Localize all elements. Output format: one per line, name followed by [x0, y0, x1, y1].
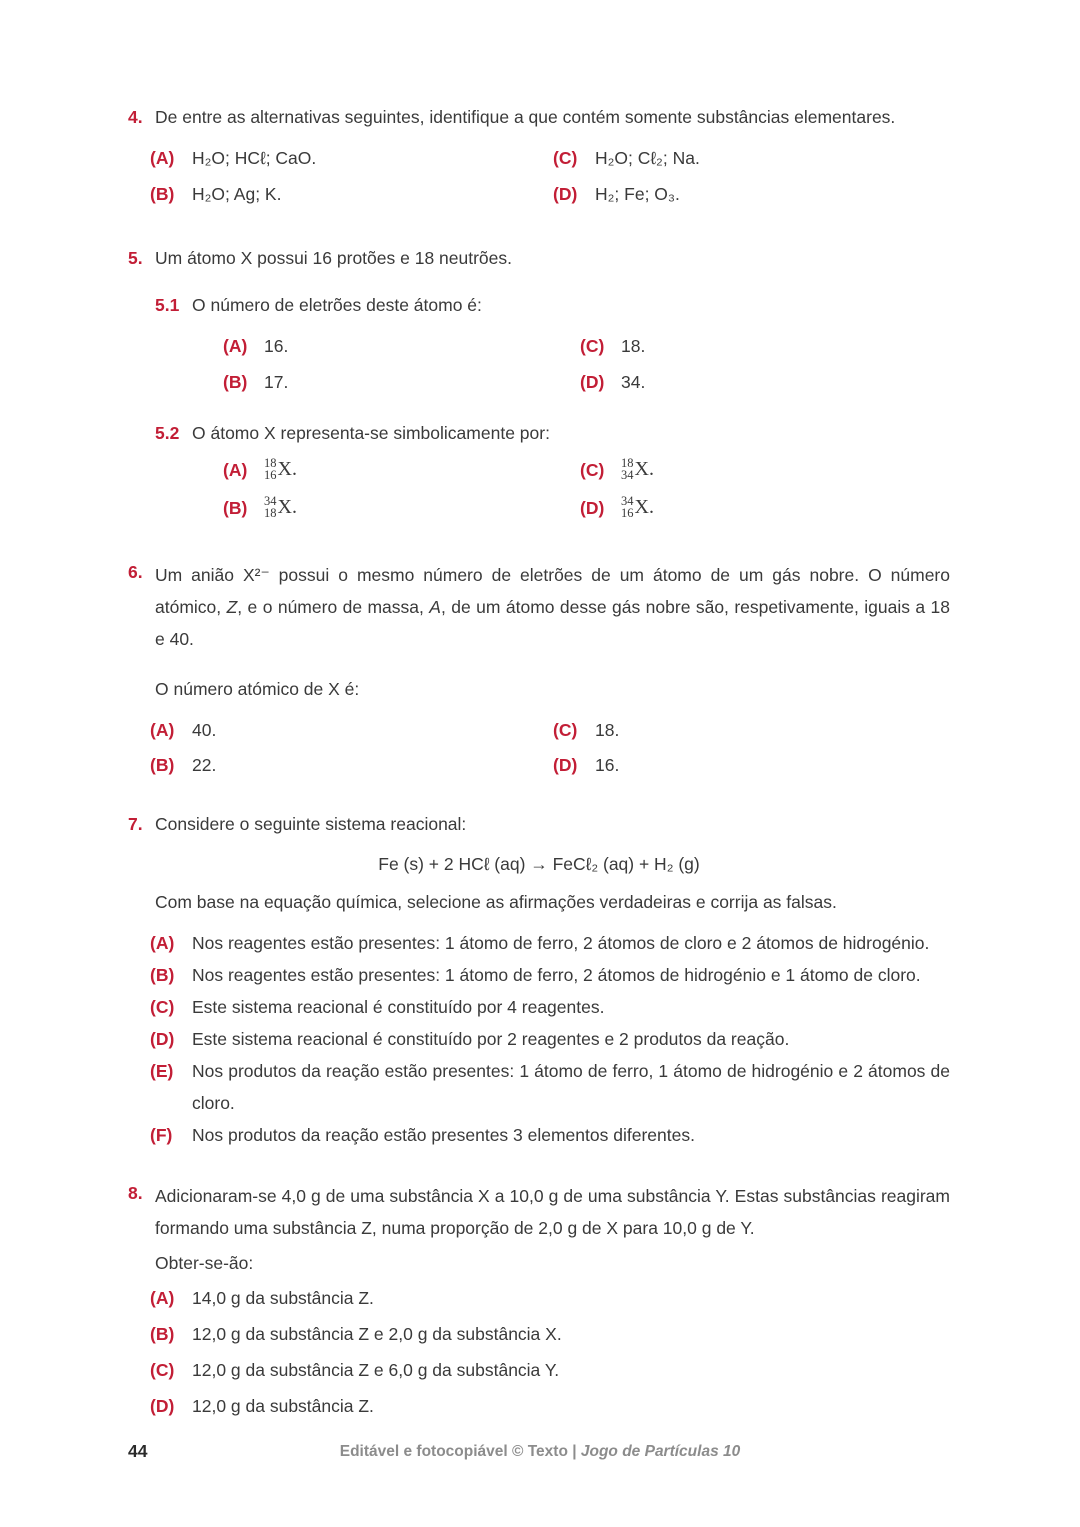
option-text: Nos produtos da reação estão presentes: 1 átomo de ferro, 1 átomo de hidrogénio e 2 átomos de cloro.: [192, 1061, 950, 1113]
mass-number: 34: [264, 494, 277, 508]
option-text: 18.: [621, 336, 646, 356]
isotope-notation: [621, 455, 654, 483]
page-footer: [0, 1441, 1080, 1463]
question-5-2: [155, 420, 950, 522]
q7-option-b: [150, 959, 950, 991]
option-label: (D): [553, 755, 578, 775]
question-number: 6.: [128, 562, 143, 582]
q8-option-c: [150, 1357, 950, 1384]
isotope-notation: [264, 455, 297, 483]
option-label: (B): [223, 498, 248, 518]
question-7-options: [150, 927, 950, 1151]
option-text: Este sistema reacional é constituído por 2 reagentes e 2 produtos da reação.: [192, 1029, 790, 1049]
question-8-options: [150, 1285, 950, 1420]
option-label: (C): [580, 336, 605, 356]
option-label: (D): [580, 372, 605, 392]
question-number: 7.: [128, 814, 143, 834]
option-text: 12,0 g da substância Z e 6,0 g da substância Y.: [192, 1360, 560, 1380]
page-number: 44: [128, 1441, 148, 1461]
question-4: [128, 104, 950, 208]
question-5-stem: [128, 245, 950, 271]
question-number: 8.: [128, 1183, 143, 1203]
question-8: [128, 1180, 950, 1420]
mass-number: 34: [621, 494, 634, 508]
question-6-prompt: O número atómico de X é:: [155, 679, 360, 699]
option-label: (A): [150, 933, 175, 953]
isotope-numbers: [621, 457, 634, 481]
atomic-number: 34: [621, 468, 634, 482]
option-text: 17.: [264, 372, 289, 392]
option-text: H₂O; Cℓ₂; Na.: [595, 148, 700, 168]
subquestion-number: 5.2: [155, 423, 180, 443]
q5-2-option-b: [223, 494, 580, 522]
q5-1-option-a: [223, 333, 580, 360]
question-5-1: [155, 292, 950, 396]
element-symbol: X.: [634, 458, 654, 480]
option-label: (E): [150, 1061, 174, 1081]
mass-number: 18: [621, 456, 634, 470]
option-label: (B): [223, 372, 248, 392]
isotope-numbers: [621, 495, 634, 519]
question-text-part: , de um átomo desse gás nobre são, respetivamente, iguais a 18 e 40.: [155, 597, 951, 649]
option-label: (A): [223, 460, 248, 480]
q5-1-option-c: [580, 333, 645, 360]
atomic-number: 16: [264, 468, 277, 482]
option-label: (A): [150, 148, 175, 168]
option-label: (D): [580, 498, 605, 518]
option-text: Este sistema reacional é constituído por 4 reagentes.: [192, 997, 605, 1017]
question-7-instruction: Com base na equação química, selecione as afirmações verdadeiras e corrija as falsas.: [155, 892, 837, 912]
q7-option-d: [150, 1023, 950, 1055]
q5-2-option-c: [580, 456, 654, 484]
isotope-notation: [621, 493, 654, 521]
question-text-part: Um anião X²⁻ possui o mesmo número de eletrões de um átomo de um gás nobre. O número atómico,: [155, 565, 950, 617]
option-label: (A): [150, 720, 175, 740]
option-text: Nos reagentes estão presentes: 1 átomo de ferro, 2 átomos de cloro e 2 átomos de hidrogénio.: [192, 933, 930, 953]
subquestion-text: O átomo X representa-se simbolicamente por:: [192, 423, 550, 443]
question-4-stem: [128, 104, 950, 130]
question-8-prompt: Obter-se-ão:: [155, 1253, 254, 1273]
question-text: De entre as alternativas seguintes, identifique a que contém somente substâncias elementares.: [155, 107, 896, 127]
option-text: 14,0 g da substância Z.: [192, 1288, 374, 1308]
question-text-part: , e o número de massa,: [237, 597, 430, 617]
option-text: Nos produtos da reação estão presentes 3 elementos diferentes.: [192, 1125, 695, 1145]
mass-number: 18: [264, 456, 277, 470]
option-text: H₂; Fe; O₃.: [595, 184, 680, 204]
element-symbol: X.: [277, 458, 297, 480]
question-7-stem: [128, 811, 950, 837]
question-number: 5.: [128, 248, 143, 268]
question-5-2-stem: [155, 420, 950, 446]
question-text: [155, 559, 950, 655]
option-label: (B): [150, 184, 175, 204]
question-6-stem: [128, 559, 950, 655]
credit-text: Editável e fotocopiável © Texto |: [339, 1443, 581, 1460]
chemical-equation: Fe (s) + 2 HCℓ (aq) → FeCℓ₂ (aq) + H₂ (g): [378, 854, 700, 874]
q6-option-b: [150, 752, 553, 779]
subquestion-number: 5.1: [155, 295, 180, 315]
isotope-numbers: [264, 495, 277, 519]
question-5-1-options: [223, 333, 950, 396]
q6-option-a: [150, 717, 553, 744]
q7-option-a: [150, 927, 950, 959]
q6-option-c: [553, 717, 619, 744]
option-text: 34.: [621, 372, 646, 392]
option-text: 40.: [192, 720, 217, 740]
q7-option-e: [150, 1055, 950, 1119]
element-symbol: X.: [634, 496, 654, 518]
question-6: [128, 559, 950, 779]
q6-option-d: [553, 752, 619, 779]
option-text: H₂O; Ag; K.: [192, 184, 282, 204]
option-text: H₂O; HCℓ; CaO.: [192, 148, 317, 168]
q5-1-option-d: [580, 369, 645, 396]
q4-option-b: [150, 181, 553, 208]
option-text: 12,0 g da substância Z e 2,0 g da substância X.: [192, 1324, 562, 1344]
option-text: 18.: [595, 720, 620, 740]
atomic-number: 18: [264, 506, 277, 520]
option-text: 12,0 g da substância Z.: [192, 1396, 374, 1416]
q4-option-c: [553, 145, 700, 172]
option-label: (B): [150, 1324, 175, 1344]
question-5: [128, 245, 950, 522]
q7-option-f: [150, 1119, 950, 1151]
option-text: 16.: [264, 336, 289, 356]
option-label: (C): [580, 460, 605, 480]
question-text: Considere o seguinte sistema reacional:: [155, 814, 467, 834]
question-7: [128, 811, 950, 1151]
q5-2-option-a: [223, 456, 580, 484]
q8-option-a: [150, 1285, 950, 1312]
question-8-stem: [128, 1180, 950, 1244]
option-label: (C): [150, 997, 175, 1017]
option-label: (D): [150, 1396, 175, 1416]
question-4-options: [150, 145, 950, 208]
copyright-credit: [0, 1441, 1080, 1463]
book-title: Jogo de Partículas 10: [580, 1443, 741, 1460]
option-label: (C): [553, 148, 578, 168]
option-label: (B): [150, 755, 175, 775]
element-symbol: X.: [277, 496, 297, 518]
question-6-options: [150, 717, 950, 779]
q4-option-d: [553, 181, 700, 208]
atomic-number: 16: [621, 506, 634, 520]
option-label: (D): [150, 1029, 175, 1049]
question-5-1-stem: [155, 292, 950, 318]
isotope-notation: [264, 493, 297, 521]
subquestion-text: O número de eletrões deste átomo é:: [192, 295, 482, 315]
question-5-2-options: [223, 456, 950, 522]
q4-option-a: [150, 145, 553, 172]
q5-2-option-d: [580, 494, 654, 522]
option-text: 22.: [192, 755, 217, 775]
question-text: Um átomo X possui 16 protões e 18 neutrões.: [155, 248, 513, 268]
option-label: (D): [553, 184, 578, 204]
option-label: (C): [150, 1360, 175, 1380]
question-number: 4.: [128, 107, 143, 127]
isotope-numbers: [264, 457, 277, 481]
option-label: (A): [223, 336, 248, 356]
option-label: (A): [150, 1288, 175, 1308]
q8-option-b: [150, 1321, 950, 1348]
q5-1-option-b: [223, 369, 580, 396]
atomic-number-symbol: Z: [226, 597, 238, 617]
option-label: (C): [553, 720, 578, 740]
option-label: (B): [150, 965, 175, 985]
question-text: Adicionaram-se 4,0 g de uma substância X a 10,0 g de uma substância Y. Estas substâncias reagiram formando uma substância Z, numa proporção de 2,0 g de X para 10,0 g de Y.: [155, 1186, 950, 1238]
option-text: 16.: [595, 755, 620, 775]
option-label: (F): [150, 1125, 173, 1145]
mass-number-symbol: A: [429, 597, 441, 617]
option-text: Nos reagentes estão presentes: 1 átomo de ferro, 2 átomos de hidrogénio e 1 átomo de cloro.: [192, 965, 921, 985]
q8-option-d: [150, 1393, 950, 1420]
q7-option-c: [150, 991, 950, 1023]
